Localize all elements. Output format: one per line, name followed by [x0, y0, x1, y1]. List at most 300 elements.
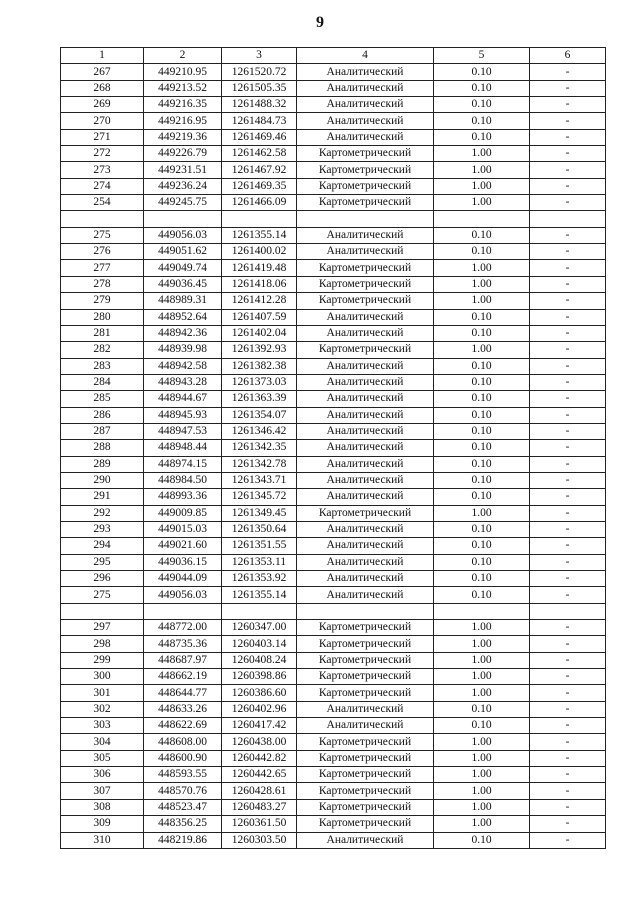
y-coordinate-cell: 1261418.06	[222, 276, 297, 292]
x-coordinate-cell: 449216.95	[144, 113, 222, 129]
table-row	[61, 162, 606, 178]
header-row	[61, 48, 606, 64]
method-cell: Картометрический	[297, 178, 434, 194]
point-number-cell: 305	[61, 750, 144, 766]
method-cell: Картометрический	[297, 685, 434, 701]
method-cell	[297, 211, 434, 227]
note-cell: -	[530, 325, 606, 341]
x-coordinate-cell: 449044.09	[144, 571, 222, 587]
method-cell: Аналитический	[297, 227, 434, 243]
y-coordinate-cell: 1261469.46	[222, 129, 297, 145]
accuracy-cell: 1.00	[434, 146, 530, 162]
method-cell: Аналитический	[297, 456, 434, 472]
x-coordinate-cell: 448984.50	[144, 472, 222, 488]
y-coordinate-cell: 1261484.73	[222, 113, 297, 129]
table-row	[61, 734, 606, 750]
table-row	[61, 260, 606, 276]
table-row	[61, 554, 606, 570]
note-cell: -	[530, 276, 606, 292]
y-coordinate-cell	[222, 211, 297, 227]
y-coordinate-cell: 1261400.02	[222, 244, 297, 260]
x-coordinate-cell: 448947.53	[144, 423, 222, 439]
note-cell: -	[530, 734, 606, 750]
point-number-cell	[61, 603, 144, 619]
point-number-cell: 268	[61, 80, 144, 96]
y-coordinate-cell: 1261488.32	[222, 97, 297, 113]
x-coordinate-cell: 448735.36	[144, 636, 222, 652]
accuracy-cell: 1.00	[434, 669, 530, 685]
x-coordinate-cell: 448993.36	[144, 489, 222, 505]
accuracy-cell: 1.00	[434, 799, 530, 815]
table-row	[61, 211, 606, 227]
method-cell: Аналитический	[297, 80, 434, 96]
accuracy-cell: 1.00	[434, 620, 530, 636]
point-number-cell: 272	[61, 146, 144, 162]
table-row	[61, 146, 606, 162]
table-row	[61, 64, 606, 80]
x-coordinate-cell: 448356.25	[144, 816, 222, 832]
accuracy-cell: 0.10	[434, 64, 530, 80]
y-coordinate-cell: 1261343.71	[222, 472, 297, 488]
x-coordinate-cell: 449021.60	[144, 538, 222, 554]
column-header: 2	[144, 48, 222, 64]
y-coordinate-cell: 1261407.59	[222, 309, 297, 325]
table-row	[61, 652, 606, 668]
method-cell: Аналитический	[297, 521, 434, 537]
y-coordinate-cell: 1261342.78	[222, 456, 297, 472]
y-coordinate-cell: 1260408.24	[222, 652, 297, 668]
note-cell: -	[530, 767, 606, 783]
accuracy-cell: 0.10	[434, 227, 530, 243]
method-cell: Аналитический	[297, 489, 434, 505]
point-number-cell	[61, 211, 144, 227]
point-number-cell: 306	[61, 767, 144, 783]
x-coordinate-cell: 449051.62	[144, 244, 222, 260]
point-number-cell: 287	[61, 423, 144, 439]
table-row	[61, 407, 606, 423]
table-row	[61, 521, 606, 537]
accuracy-cell: 1.00	[434, 767, 530, 783]
note-cell: -	[530, 799, 606, 815]
note-cell: -	[530, 816, 606, 832]
method-cell: Картометрический	[297, 636, 434, 652]
table-row	[61, 113, 606, 129]
accuracy-cell: 0.10	[434, 538, 530, 554]
table-row	[61, 358, 606, 374]
table-row	[61, 832, 606, 848]
point-number-cell: 275	[61, 587, 144, 603]
point-number-cell: 275	[61, 227, 144, 243]
x-coordinate-cell: 449049.74	[144, 260, 222, 276]
accuracy-cell: 0.10	[434, 423, 530, 439]
method-cell: Картометрический	[297, 652, 434, 668]
x-coordinate-cell: 449009.85	[144, 505, 222, 521]
point-number-cell: 294	[61, 538, 144, 554]
note-cell	[530, 603, 606, 619]
note-cell: -	[530, 669, 606, 685]
y-coordinate-cell: 1260303.50	[222, 832, 297, 848]
point-number-cell: 310	[61, 832, 144, 848]
note-cell: -	[530, 391, 606, 407]
point-number-cell: 277	[61, 260, 144, 276]
accuracy-cell: 0.10	[434, 571, 530, 587]
accuracy-cell: 1.00	[434, 750, 530, 766]
point-number-cell: 286	[61, 407, 144, 423]
accuracy-cell: 0.10	[434, 113, 530, 129]
point-number-cell: 299	[61, 652, 144, 668]
y-coordinate-cell: 1261402.04	[222, 325, 297, 341]
point-number-cell: 254	[61, 195, 144, 211]
note-cell: -	[530, 456, 606, 472]
column-header: 6	[530, 48, 606, 64]
method-cell: Аналитический	[297, 472, 434, 488]
method-cell: Картометрический	[297, 146, 434, 162]
method-cell: Аналитический	[297, 391, 434, 407]
point-number-cell: 279	[61, 293, 144, 309]
x-coordinate-cell: 449236.24	[144, 178, 222, 194]
point-number-cell: 270	[61, 113, 144, 129]
x-coordinate-cell: 448608.00	[144, 734, 222, 750]
table-row	[61, 750, 606, 766]
note-cell: -	[530, 113, 606, 129]
method-cell: Аналитический	[297, 358, 434, 374]
note-cell: -	[530, 260, 606, 276]
table-row	[61, 767, 606, 783]
table-row	[61, 227, 606, 243]
point-number-cell: 284	[61, 374, 144, 390]
table-row	[61, 489, 606, 505]
point-number-cell: 308	[61, 799, 144, 815]
x-coordinate-cell: 449231.51	[144, 162, 222, 178]
x-coordinate-cell: 448943.28	[144, 374, 222, 390]
method-cell: Аналитический	[297, 718, 434, 734]
table-row	[61, 178, 606, 194]
table-row	[61, 244, 606, 260]
column-header: 1	[61, 48, 144, 64]
x-coordinate-cell: 449216.35	[144, 97, 222, 113]
y-coordinate-cell: 1261469.35	[222, 178, 297, 194]
method-cell: Аналитический	[297, 571, 434, 587]
point-number-cell: 307	[61, 783, 144, 799]
x-coordinate-cell: 449015.03	[144, 521, 222, 537]
note-cell: -	[530, 342, 606, 358]
point-number-cell: 269	[61, 97, 144, 113]
note-cell: -	[530, 505, 606, 521]
y-coordinate-cell: 1261382.38	[222, 358, 297, 374]
note-cell: -	[530, 571, 606, 587]
point-number-cell: 281	[61, 325, 144, 341]
table-row	[61, 718, 606, 734]
method-cell: Картометрический	[297, 505, 434, 521]
note-cell: -	[530, 701, 606, 717]
table-row	[61, 374, 606, 390]
accuracy-cell: 0.10	[434, 472, 530, 488]
accuracy-cell: 0.10	[434, 80, 530, 96]
x-coordinate-cell: 448600.90	[144, 750, 222, 766]
table-row	[61, 80, 606, 96]
method-cell: Картометрический	[297, 195, 434, 211]
y-coordinate-cell: 1261363.39	[222, 391, 297, 407]
x-coordinate-cell: 448662.19	[144, 669, 222, 685]
accuracy-cell: 0.10	[434, 374, 530, 390]
point-number-cell: 276	[61, 244, 144, 260]
method-cell: Картометрический	[297, 767, 434, 783]
accuracy-cell: 0.10	[434, 358, 530, 374]
table-row	[61, 505, 606, 521]
note-cell: -	[530, 620, 606, 636]
table-row	[61, 783, 606, 799]
table-row	[61, 391, 606, 407]
accuracy-cell: 0.10	[434, 407, 530, 423]
point-number-cell: 278	[61, 276, 144, 292]
y-coordinate-cell: 1261467.92	[222, 162, 297, 178]
note-cell: -	[530, 521, 606, 537]
x-coordinate-cell: 448219.86	[144, 832, 222, 848]
method-cell: Аналитический	[297, 325, 434, 341]
accuracy-cell: 0.10	[434, 440, 530, 456]
method-cell: Картометрический	[297, 620, 434, 636]
note-cell: -	[530, 374, 606, 390]
table-row	[61, 456, 606, 472]
method-cell: Аналитический	[297, 64, 434, 80]
y-coordinate-cell: 1260483.27	[222, 799, 297, 815]
accuracy-cell: 0.10	[434, 587, 530, 603]
x-coordinate-cell: 448952.64	[144, 309, 222, 325]
table-row	[61, 669, 606, 685]
point-number-cell: 296	[61, 571, 144, 587]
accuracy-cell: 1.00	[434, 342, 530, 358]
accuracy-cell: 0.10	[434, 309, 530, 325]
method-cell: Картометрический	[297, 276, 434, 292]
x-coordinate-cell: 449213.52	[144, 80, 222, 96]
method-cell: Картометрический	[297, 293, 434, 309]
method-cell: Аналитический	[297, 832, 434, 848]
y-coordinate-cell: 1261342.35	[222, 440, 297, 456]
method-cell: Аналитический	[297, 244, 434, 260]
point-number-cell: 295	[61, 554, 144, 570]
x-coordinate-cell: 449056.03	[144, 587, 222, 603]
column-header: 5	[434, 48, 530, 64]
point-number-cell: 289	[61, 456, 144, 472]
table-row	[61, 603, 606, 619]
y-coordinate-cell: 1261353.92	[222, 571, 297, 587]
y-coordinate-cell: 1260398.86	[222, 669, 297, 685]
point-number-cell: 302	[61, 701, 144, 717]
point-number-cell: 301	[61, 685, 144, 701]
point-number-cell: 283	[61, 358, 144, 374]
table-header	[61, 48, 606, 64]
accuracy-cell: 0.10	[434, 832, 530, 848]
table-row	[61, 97, 606, 113]
accuracy-cell: 1.00	[434, 195, 530, 211]
note-cell: -	[530, 750, 606, 766]
note-cell: -	[530, 309, 606, 325]
y-coordinate-cell: 1261350.64	[222, 521, 297, 537]
point-number-cell: 298	[61, 636, 144, 652]
y-coordinate-cell	[222, 603, 297, 619]
note-cell: -	[530, 587, 606, 603]
point-number-cell: 309	[61, 816, 144, 832]
x-coordinate-cell: 448570.76	[144, 783, 222, 799]
x-coordinate-cell: 448942.36	[144, 325, 222, 341]
x-coordinate-cell: 448945.93	[144, 407, 222, 423]
y-coordinate-cell: 1260417.42	[222, 718, 297, 734]
x-coordinate-cell: 448593.55	[144, 767, 222, 783]
note-cell: -	[530, 472, 606, 488]
point-number-cell: 285	[61, 391, 144, 407]
accuracy-cell: 1.00	[434, 162, 530, 178]
note-cell: -	[530, 554, 606, 570]
point-number-cell: 303	[61, 718, 144, 734]
y-coordinate-cell: 1261351.55	[222, 538, 297, 554]
accuracy-cell: 0.10	[434, 718, 530, 734]
x-coordinate-cell: 449210.95	[144, 64, 222, 80]
x-coordinate-cell: 448989.31	[144, 293, 222, 309]
method-cell: Аналитический	[297, 440, 434, 456]
table-row	[61, 799, 606, 815]
y-coordinate-cell: 1261355.14	[222, 227, 297, 243]
table-row	[61, 440, 606, 456]
note-cell: -	[530, 440, 606, 456]
accuracy-cell: 0.10	[434, 244, 530, 260]
note-cell: -	[530, 97, 606, 113]
x-coordinate-cell: 448948.44	[144, 440, 222, 456]
method-cell: Аналитический	[297, 701, 434, 717]
method-cell: Картометрический	[297, 669, 434, 685]
method-cell: Аналитический	[297, 97, 434, 113]
point-number-cell: 288	[61, 440, 144, 456]
point-number-cell: 292	[61, 505, 144, 521]
method-cell: Аналитический	[297, 423, 434, 439]
y-coordinate-cell: 1260361.50	[222, 816, 297, 832]
method-cell: Аналитический	[297, 554, 434, 570]
table-row	[61, 538, 606, 554]
point-number-cell: 274	[61, 178, 144, 194]
y-coordinate-cell: 1261392.93	[222, 342, 297, 358]
note-cell: -	[530, 423, 606, 439]
point-number-cell: 280	[61, 309, 144, 325]
note-cell: -	[530, 407, 606, 423]
column-header: 4	[297, 48, 434, 64]
method-cell	[297, 603, 434, 619]
x-coordinate-cell: 449219.36	[144, 129, 222, 145]
accuracy-cell: 0.10	[434, 489, 530, 505]
method-cell: Картометрический	[297, 260, 434, 276]
method-cell: Картометрический	[297, 799, 434, 815]
y-coordinate-cell: 1261520.72	[222, 64, 297, 80]
y-coordinate-cell: 1260438.00	[222, 734, 297, 750]
note-cell: -	[530, 636, 606, 652]
accuracy-cell: 1.00	[434, 178, 530, 194]
accuracy-cell: 1.00	[434, 636, 530, 652]
y-coordinate-cell: 1261355.14	[222, 587, 297, 603]
note-cell: -	[530, 832, 606, 848]
method-cell: Аналитический	[297, 113, 434, 129]
page-number: 9	[316, 14, 324, 31]
table-row	[61, 342, 606, 358]
table-row	[61, 587, 606, 603]
table-row	[61, 276, 606, 292]
y-coordinate-cell: 1261345.72	[222, 489, 297, 505]
point-number-cell: 282	[61, 342, 144, 358]
y-coordinate-cell: 1260442.65	[222, 767, 297, 783]
y-coordinate-cell: 1260347.00	[222, 620, 297, 636]
method-cell: Картометрический	[297, 162, 434, 178]
note-cell: -	[530, 685, 606, 701]
table-row	[61, 816, 606, 832]
accuracy-cell: 0.10	[434, 129, 530, 145]
y-coordinate-cell: 1261419.48	[222, 260, 297, 276]
point-number-cell: 271	[61, 129, 144, 145]
x-coordinate-cell	[144, 603, 222, 619]
y-coordinate-cell: 1260428.61	[222, 783, 297, 799]
table-row	[61, 195, 606, 211]
x-coordinate-cell: 449245.75	[144, 195, 222, 211]
x-coordinate-cell: 449056.03	[144, 227, 222, 243]
method-cell: Картометрический	[297, 750, 434, 766]
table-row	[61, 620, 606, 636]
y-coordinate-cell: 1261346.42	[222, 423, 297, 439]
table-row	[61, 423, 606, 439]
method-cell: Картометрический	[297, 816, 434, 832]
x-coordinate-cell: 449036.45	[144, 276, 222, 292]
accuracy-cell: 0.10	[434, 325, 530, 341]
accuracy-cell: 0.10	[434, 97, 530, 113]
x-coordinate-cell: 448523.47	[144, 799, 222, 815]
note-cell: -	[530, 489, 606, 505]
y-coordinate-cell: 1260403.14	[222, 636, 297, 652]
method-cell: Аналитический	[297, 538, 434, 554]
note-cell: -	[530, 538, 606, 554]
method-cell: Аналитический	[297, 587, 434, 603]
method-cell: Аналитический	[297, 309, 434, 325]
y-coordinate-cell: 1261505.35	[222, 80, 297, 96]
note-cell: -	[530, 783, 606, 799]
x-coordinate-cell: 448944.67	[144, 391, 222, 407]
point-number-cell: 297	[61, 620, 144, 636]
column-header: 3	[222, 48, 297, 64]
y-coordinate-cell: 1261354.07	[222, 407, 297, 423]
accuracy-cell: 1.00	[434, 260, 530, 276]
y-coordinate-cell: 1260442.82	[222, 750, 297, 766]
x-coordinate-cell: 448942.58	[144, 358, 222, 374]
method-cell: Аналитический	[297, 129, 434, 145]
method-cell: Аналитический	[297, 374, 434, 390]
note-cell: -	[530, 652, 606, 668]
note-cell: -	[530, 358, 606, 374]
note-cell: -	[530, 227, 606, 243]
point-number-cell: 267	[61, 64, 144, 80]
method-cell: Картометрический	[297, 342, 434, 358]
table-row	[61, 701, 606, 717]
accuracy-cell	[434, 211, 530, 227]
x-coordinate-cell: 449226.79	[144, 146, 222, 162]
x-coordinate-cell: 448772.00	[144, 620, 222, 636]
table-row	[61, 293, 606, 309]
y-coordinate-cell: 1261349.45	[222, 505, 297, 521]
y-coordinate-cell: 1260386.60	[222, 685, 297, 701]
note-cell: -	[530, 80, 606, 96]
accuracy-cell	[434, 603, 530, 619]
x-coordinate-cell: 448622.69	[144, 718, 222, 734]
accuracy-cell: 1.00	[434, 293, 530, 309]
note-cell: -	[530, 178, 606, 194]
y-coordinate-cell: 1260402.96	[222, 701, 297, 717]
table-row	[61, 309, 606, 325]
method-cell: Картометрический	[297, 783, 434, 799]
y-coordinate-cell: 1261462.58	[222, 146, 297, 162]
accuracy-cell: 0.10	[434, 701, 530, 717]
